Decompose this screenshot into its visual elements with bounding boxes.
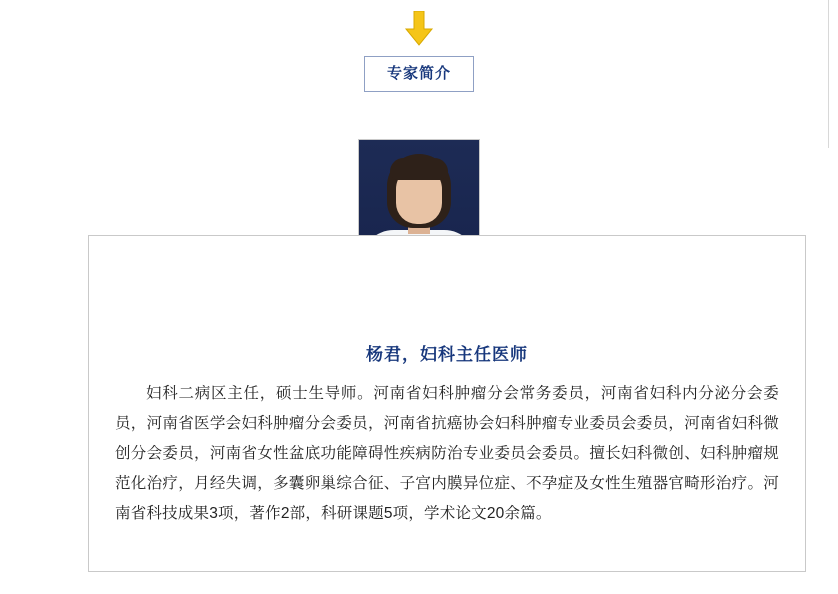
expert-bio-text: 妇科二病区主任，硕士生导师。河南省妇科肿瘤分会常务委员，河南省妇科内分泌分会委员，河南省医学会妇科肿瘤分会委员，河南省抗癌协会妇科肿瘤专业委员会委员，河南省妇科微创分会委员，河南省女性盆底功能障碍性疾病防治专业委员会委员。擅长妇科微创、妇科肿瘤规范化治疗，月经失调，多囊卵巢综合征、子宫内膜异位症、不孕症及女性生殖器官畸形治疗。河南省科技成果3项，著作2部，科研课题5项，学术论文20余篇。 bbox=[115, 385, 779, 522]
page-right-edge bbox=[828, 0, 838, 148]
arrow-row bbox=[0, 0, 838, 50]
expert-bio-panel bbox=[88, 235, 806, 572]
section-title: 专家简介 bbox=[364, 56, 474, 92]
photo-fringe bbox=[390, 158, 448, 180]
down-arrow-icon bbox=[404, 11, 434, 47]
section-title-row bbox=[0, 56, 838, 92]
expert-name: 杨君，妇科主任医师 bbox=[366, 345, 528, 364]
